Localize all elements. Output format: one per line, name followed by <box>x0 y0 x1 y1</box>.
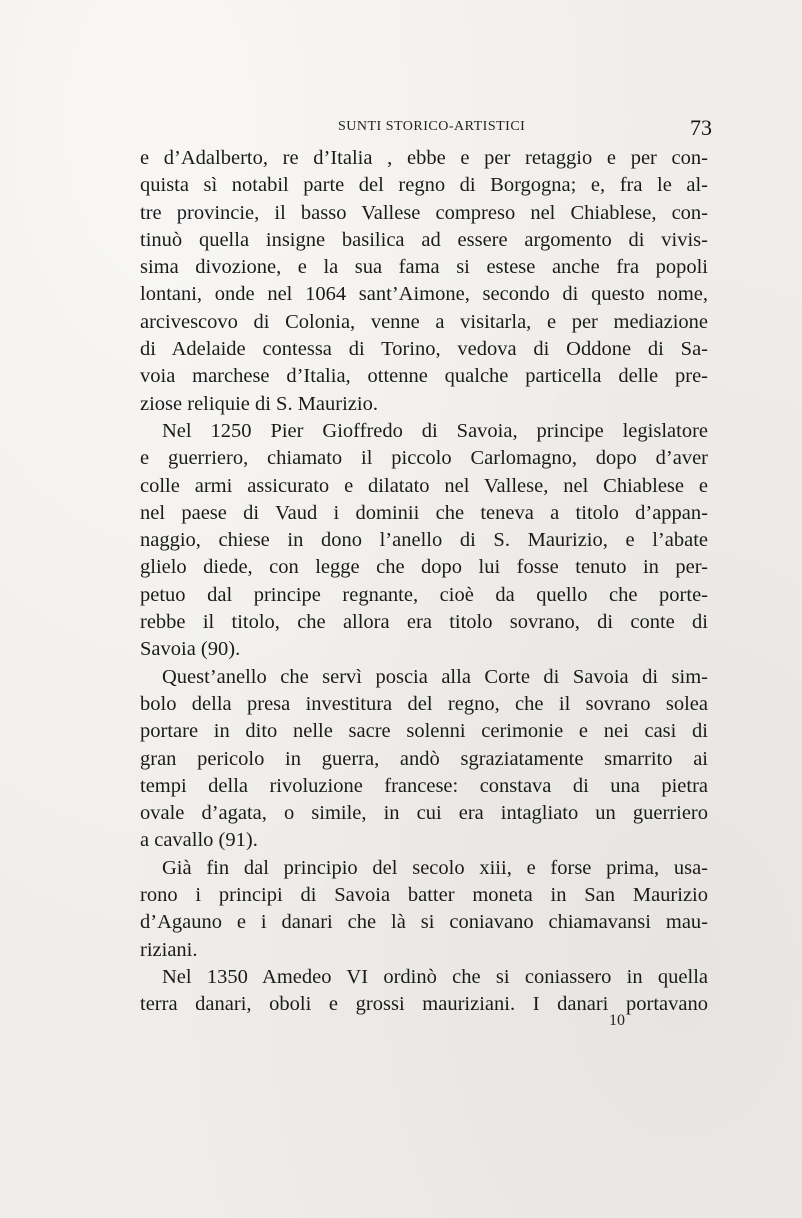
text-line: petuo dal principe regnante, cioè da quello che porte- <box>140 583 708 606</box>
paragraph-start: Nel 1350 Amedeo VI ordinò che si coniassero in quella <box>162 965 708 988</box>
paragraph-start: Già fin dal principio del secolo xiii, e forse prima, usa- <box>162 856 708 879</box>
text-line: riziani. <box>140 938 198 961</box>
text-line: arcivescovo di Colonia, venne a visitarla, e per mediazione <box>140 310 708 333</box>
text-line: naggio, chiese in dono l’anello di S. Maurizio, e l’abate <box>140 529 708 552</box>
text-line: colle armi assicurato e dilatato nel Vallese, nel Chiablese e <box>140 474 708 497</box>
running-head <box>0 117 802 139</box>
text-line: d’Agauno e i danari che là si coniavano chiamavansi mau- <box>140 911 708 934</box>
page-number: 73 <box>690 115 712 140</box>
paragraph-start: Nel 1250 Pier Gioffredo di Savoia, principe legislatore <box>162 419 708 442</box>
text-line: tinuò quella insigne basilica ad essere argomento di vivis- <box>140 228 708 251</box>
text-line: portare in dito nelle sacre solenni cerimonie e nei casi di <box>140 720 708 743</box>
text-line: sima divozione, e la sua fama si estese anche fra popoli <box>140 256 708 279</box>
text-line: lontani, onde nel 1064 sant’Aimone, secondo di questo nome, <box>140 283 708 306</box>
paragraph-start: Quest’anello che servì poscia alla Corte di Savoia di sim- <box>162 665 708 688</box>
text-line: gran pericolo in guerra, andò sgraziatamente smarrito ai <box>140 747 708 770</box>
text-line: a cavallo (91). <box>140 829 258 852</box>
running-title: SUNTI STORICO-ARTISTICI <box>338 119 526 134</box>
text-line: glielo diede, con legge che dopo lui fosse tenuto in per- <box>140 556 708 579</box>
text-line: quista sì notabil parte del regno di Borgogna; e, fra le al- <box>140 174 708 197</box>
signature-mark: 10 <box>609 1012 625 1029</box>
text-line: bolo della presa investitura del regno, che il sovrano solea <box>140 692 708 715</box>
body-text <box>140 145 708 1019</box>
text-line: terra danari, oboli e grossi mauriziani. I danari portavano <box>140 993 708 1016</box>
text-line: di Adelaide contessa di Torino, vedova di Oddone di Sa- <box>140 338 708 361</box>
text-line: tre provincie, il basso Vallese compreso nel Chiablese, con- <box>140 201 708 224</box>
text-line: voia marchese d’Italia, ottenne qualche particella delle pre- <box>140 365 708 388</box>
text-line: e d’Adalberto, re d’Italia , ebbe e per retaggio e per con- <box>140 147 708 169</box>
text-line: rebbe il titolo, che allora era titolo sovrano, di conte di <box>140 611 708 634</box>
text-line: ziose reliquie di S. Maurizio. <box>140 392 378 415</box>
text-line: ovale d’agata, o simile, in cui era intagliato un guerriero <box>140 802 708 825</box>
text-line: tempi della rivoluzione francese: constava di una pietra <box>140 774 708 797</box>
text-line: e guerriero, chiamato il piccolo Carlomagno, dopo d’aver <box>140 447 708 470</box>
text-line: nel paese di Vaud i dominii che teneva a titolo d’appan- <box>140 501 708 524</box>
text-line: rono i principi di Savoia batter moneta in San Maurizio <box>140 884 708 907</box>
text-line: Savoia (90). <box>140 638 241 661</box>
